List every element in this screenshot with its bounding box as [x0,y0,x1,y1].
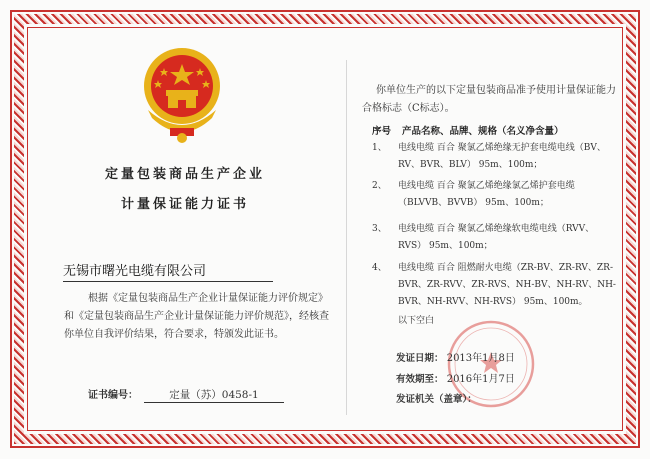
list-header-name: 产品名称、品牌、规格（名义净含量） [402,126,564,137]
national-emblem-icon [134,40,230,150]
certificate-subtitle: 计量保证能力证书 [120,197,249,212]
certificate-title: 定量包装商品生产企业 [104,167,265,182]
list-item-text: 电线电缆 百合 聚氯乙烯绝缘软电缆电线（RVV、RVS） 95m、100m； [398,224,595,251]
certificate-number-label: 证书编号： [88,390,138,401]
column-divider [346,60,347,415]
list-item [372,260,622,311]
issue-date-value: 2013年1月8日 [446,353,515,364]
list-item [372,178,622,212]
valid-until [396,370,626,385]
valid-until-value: 2016年1月7日 [446,374,515,385]
list-item [372,221,622,255]
list-item-number: 2、 [372,181,387,191]
list-item-number: 3、 [372,224,387,234]
certificate-body-text: 根据《定量包装商品生产企业计量保证能力评价规定》和《定量包装商品生产企业计量保证能力评价规范》，经核查你单位自我评价结果，符合要求，特颁发此证书。 [64,293,329,340]
list-item-text: 电线电缆 百合 聚氯乙烯绝缘无护套电缆电线（BV、RV、BVR、BLV） 95m、100m； [398,143,606,170]
list-item-text: 电线电缆 百合 聚氯乙烯绝缘氯乙烯护套电缆（BLVVB、BVVB） 95m、100m； [398,181,575,208]
company-name: 无锡市曙光电缆有限公司 [63,260,273,282]
issuing-authority-label: 发证机关（盖章）： [396,394,477,405]
issue-date-label: 发证日期： [396,353,444,364]
certificate-number [88,386,328,403]
certificate-number-value: 定量（苏）0458-1 [144,387,284,403]
blank-below-text: 以下空白 [398,316,435,326]
issue-date [396,349,626,364]
intro-text: 你单位生产的以下定量包装商品准予使用计量保证能力合格标志（C标志）。 [362,85,616,114]
list-header-seq: 序号 [372,126,392,137]
issuing-authority [396,391,626,405]
list-item-text: 电线电缆 百合 阻燃耐火电缆（ZR-BV、ZR-RV、ZR-BVR、ZR-RVV、ZR-RVS、NH-BV、NH-RV、NH-BVR、NH-RVV、NH-RVS） 95m、100m。 [398,263,616,307]
list-item-number: 4、 [372,263,387,273]
valid-until-label: 有效期至： [396,374,444,385]
list-item [372,140,622,174]
list-item-number: 1、 [372,143,387,153]
product-list-header [372,123,622,137]
